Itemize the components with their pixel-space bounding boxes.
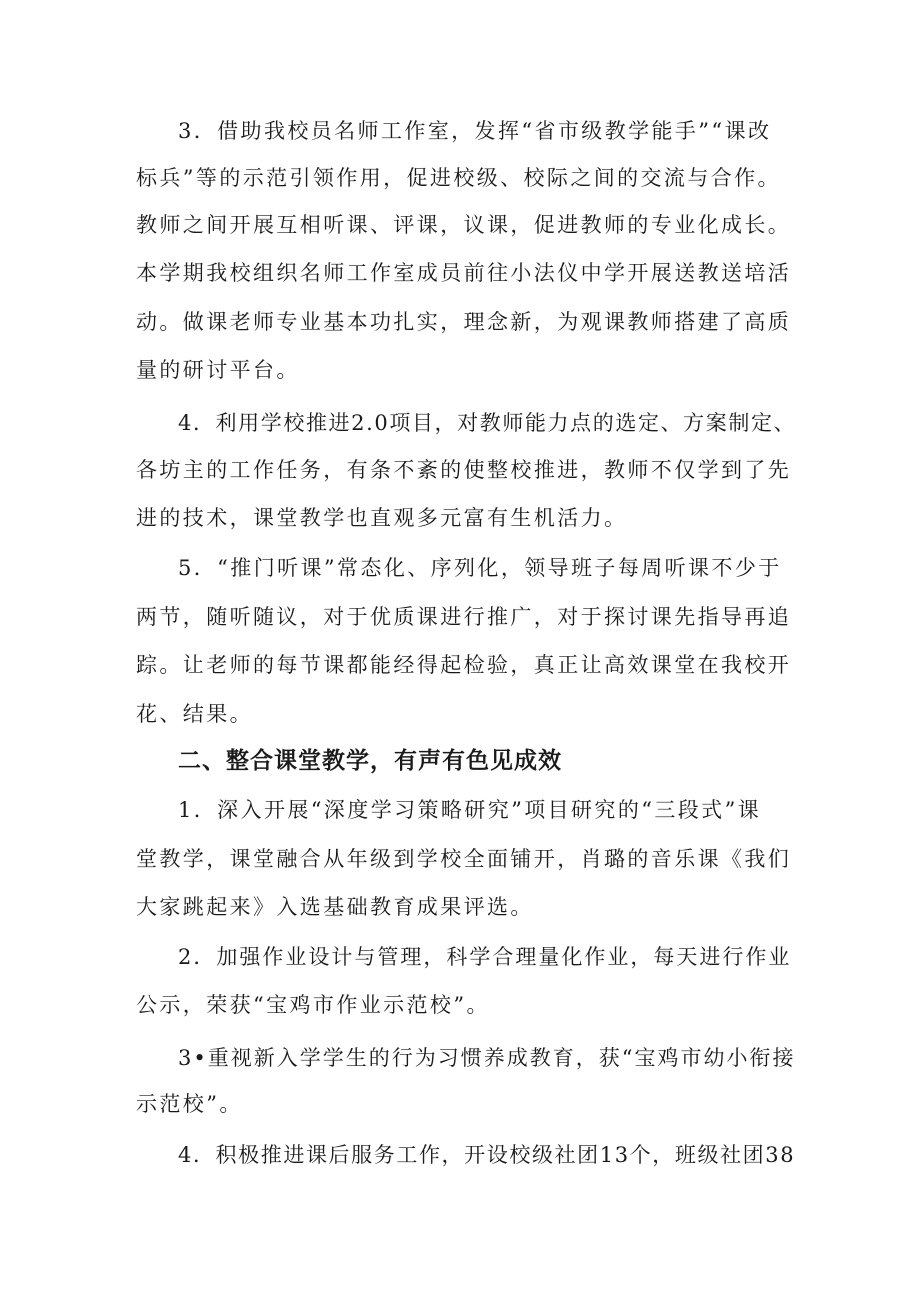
paragraph-line: 1．深入开展“深度学习策略研究”项目研究的“三段式”课	[178, 798, 762, 822]
paragraph-line: 3．借助我校员名师工作室，发挥“省市级教学能手”“课改	[178, 119, 772, 143]
paragraph-line: 踪。让老师的每节课都能经得起检验，真正让高效课堂在我校开	[136, 653, 792, 677]
paragraph-line: 2．加强作业设计与管理，科学合理量化作业，每天进行作业	[178, 945, 792, 969]
paragraph-line: 进的技术，课堂教学也直观多元富有生机活力。	[136, 506, 628, 530]
paragraph-line: 量的研讨平台。	[136, 358, 300, 382]
paragraph-line: 4．利用学校推进2.0项目，对教师能力点的选定、方案制定、	[178, 411, 797, 435]
paragraph-line: 两节，随听随议，对于优质课进行推广，对于探讨课先指导再追	[136, 605, 792, 629]
paragraph-line: 3•重视新入学学生的行为习惯养成教育，获“宝鸡市幼小衔接	[178, 1046, 796, 1070]
paragraph-line: 标兵”等的示范引领作用，促进校级、校际之间的交流与合作。	[136, 166, 781, 190]
paragraph-line: 堂教学，课堂融合从年级到学校全面铺开，肖璐的音乐课《我们	[136, 847, 792, 871]
paragraph-line: 示范校”。	[136, 1092, 243, 1116]
section-heading: 二、整合课堂教学，有声有色见成效	[178, 748, 562, 774]
paragraph-line: 公示，荣获“宝鸡市作业示范校”。	[136, 993, 490, 1017]
paragraph-line: 大家跳起来》入选基础教育成果评选。	[136, 895, 534, 919]
paragraph-line: 4．积极推进课后服务工作，开设校级社团13个，班级社团38	[178, 1143, 796, 1167]
paragraph-line: 各坊主的工作任务，有条不紊的使整校推进，教师不仅学到了先	[136, 458, 792, 482]
paragraph-line: 动。做课老师专业基本功扎实，理念新，为观课教师搭建了高质	[136, 310, 792, 334]
paragraph-line: 教师之间开展互相听课、评课，议课，促进教师的专业化成长。	[136, 213, 792, 237]
paragraph-line: 5．“推门听课”常态化、序列化，领导班子每周听课不少于	[178, 556, 782, 580]
paragraph-line: 本学期我校组织名师工作室成员前往小法仪中学开展送教送培活	[136, 261, 792, 285]
paragraph-line: 花、结果。	[136, 702, 253, 726]
